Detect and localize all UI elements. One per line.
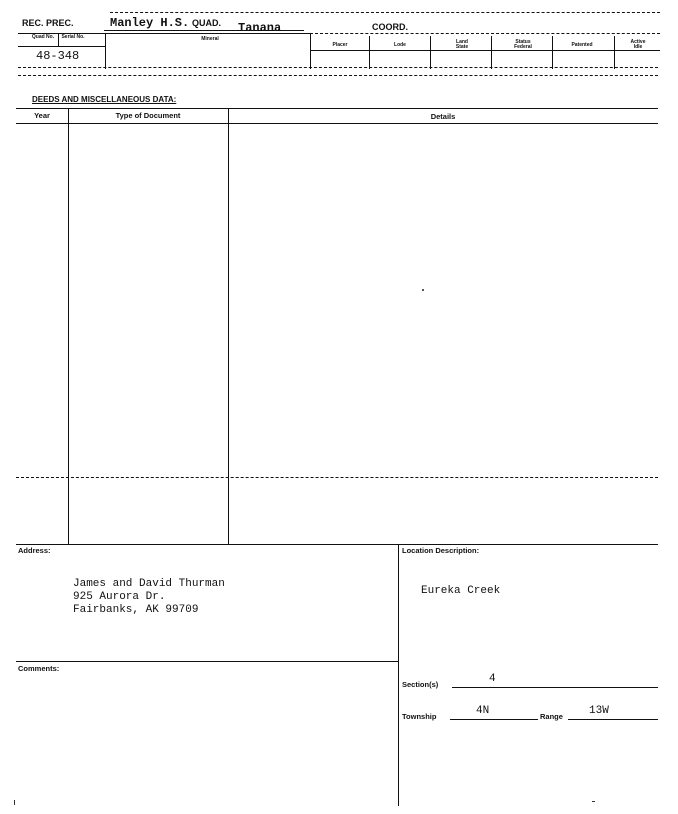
rec-prec-label: REC. PREC.: [22, 18, 74, 28]
range-label: Range: [540, 712, 563, 721]
deeds-section-title: DEEDS AND MISCELLANEOUS DATA:: [32, 95, 177, 104]
section-underline: [452, 687, 658, 688]
scan-speck: [422, 289, 424, 291]
deeds-dashed-rule: [16, 477, 658, 478]
comments-top-rule: [16, 661, 398, 662]
comments-label: Comments:: [18, 664, 60, 673]
header-value-underline: [104, 30, 304, 31]
col-lode: Lode: [394, 42, 406, 48]
deeds-table-top: [16, 108, 658, 109]
quad-label: QUAD.: [192, 18, 221, 28]
deeds-col-year: Year: [34, 111, 50, 120]
address-label: Address:: [18, 546, 51, 555]
header-vline-8: [614, 36, 615, 69]
header-vline-6: [491, 36, 492, 69]
header-vline-4: [369, 36, 370, 69]
scan-speck: [14, 800, 15, 805]
township-underline: [450, 719, 538, 720]
township-label: Township: [402, 712, 437, 721]
deeds-vline-year: [68, 108, 69, 544]
range-underline: [568, 719, 658, 720]
header-vline-1: [58, 33, 59, 47]
col-patented: Patented: [571, 42, 593, 48]
header-vline-3: [310, 33, 311, 69]
header-vline-2: [105, 33, 106, 69]
header-label-rule-left: [18, 46, 106, 47]
col-status-federal: Status Federal: [514, 39, 532, 50]
deeds-col-type: Type of Document: [115, 111, 181, 120]
address-line-3: Fairbanks, AK 99709: [73, 604, 199, 616]
scan-speck: [592, 801, 595, 802]
address-block: [73, 578, 225, 617]
quad-value: Tanana: [238, 21, 282, 35]
bottom-center-divider: [398, 544, 399, 806]
col-serial-no: Serial No.: [61, 34, 85, 40]
range-value: 13W: [589, 705, 609, 717]
address-line-2: 925 Aurora Dr.: [73, 591, 166, 603]
header-top-rule: [110, 12, 660, 13]
location-label: Location Description:: [402, 546, 480, 555]
col-placer: Placer: [332, 42, 348, 48]
header-bottom-rule-2: [18, 75, 658, 76]
col-land-status: Land State: [455, 39, 469, 50]
col-quad-no: Quad No.: [31, 34, 55, 40]
deeds-table-bottom: [16, 544, 658, 545]
township-value: 4N: [476, 705, 490, 717]
deeds-col-details: Details: [430, 112, 456, 121]
header-label-rule-right: [310, 50, 660, 51]
col-mineral: Mineral: [201, 36, 219, 42]
deeds-header-rule: [16, 123, 658, 124]
section-label: Section(s): [402, 680, 439, 689]
coord-dashed-rule: [310, 33, 660, 34]
deeds-vline-type: [228, 108, 229, 544]
col-active-idle: Active Idle: [630, 39, 646, 50]
section-value: 4: [489, 673, 496, 685]
rec-prec-value: Manley H.S.: [110, 16, 190, 30]
address-line-1: James and David Thurman: [73, 578, 225, 590]
header-vline-7: [552, 36, 553, 69]
coord-label: COORD.: [372, 22, 408, 32]
quad-no-value: 48-348: [36, 49, 80, 63]
header-vline-5: [430, 36, 431, 69]
location-value: Eureka Creek: [421, 585, 501, 597]
header-bottom-rule-1: [18, 67, 658, 68]
